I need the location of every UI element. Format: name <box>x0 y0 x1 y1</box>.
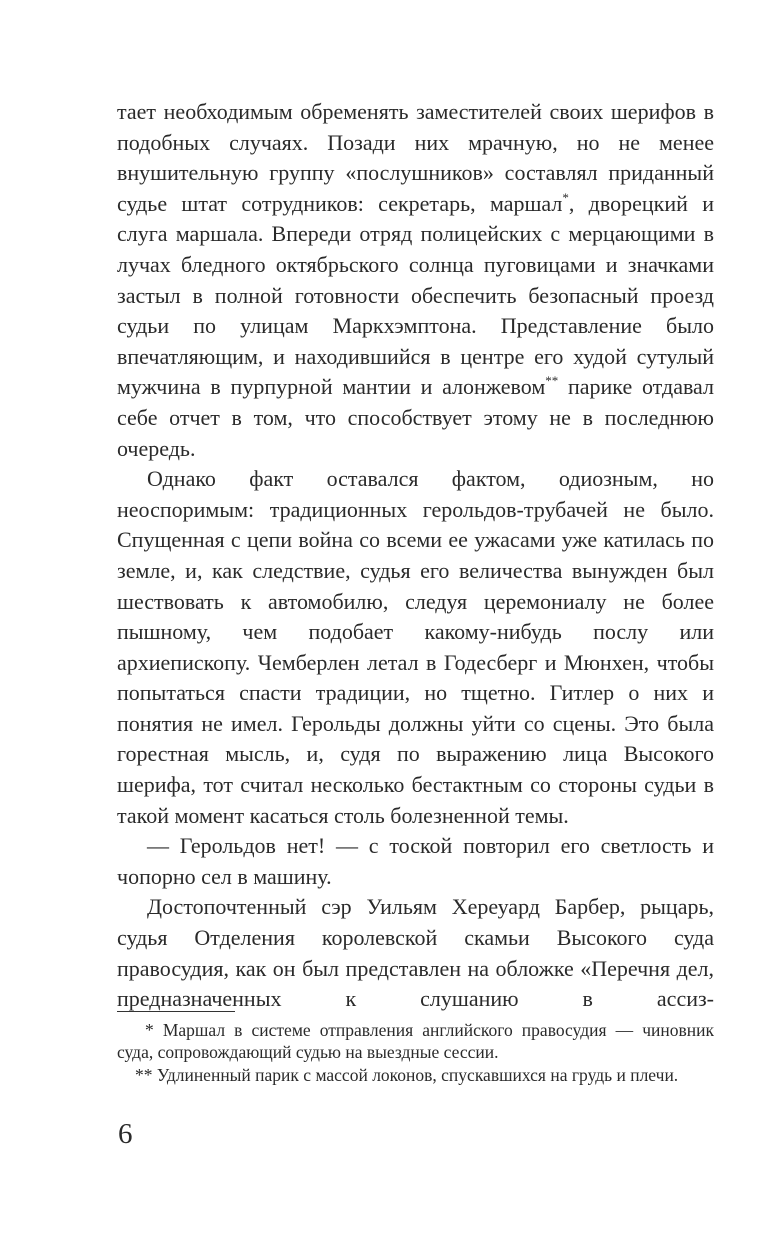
paragraph-3-dialogue: — Герольдов нет! — с тоской повторил его светлость и чопорно сел в машину. <box>117 833 714 889</box>
paragraph-text: тает необходимым обременять заместителей своих шерифов в подобных случаях. Позади них мрачную, но не менее внушительную группу «послушников» составлял приданный судье штат сотрудников: секретарь, маршал <box>117 99 714 216</box>
footnote-text: Маршал в системе отправления английского правосудия — чиновник суда, сопровождающий судью на выездные сессии. <box>117 1020 714 1063</box>
footnote-mark: * <box>145 1020 154 1040</box>
footnote-text: Удлиненный парик с массой локонов, спускавшихся на грудь и плечи. <box>156 1064 679 1085</box>
page-number: 6 <box>118 1118 133 1150</box>
paragraph-1 <box>117 97 714 464</box>
footnote-2 <box>117 1064 714 1086</box>
footnote-1 <box>117 1019 714 1064</box>
paragraph-text: , дворецкий и слуга маршала. Впереди отряд полицейских с мерцающими в лучах бледного октябрьского солнца пуговицами и значками застыл в полной готовности обеспечить безопасный проезд судьи по улицам Маркхэмптона. Представление было впечатляющим, и находившийся в центре его худой сутулый мужчина в пурпурной мантии и алонжевом <box>117 190 714 400</box>
footnote-ref-2[interactable]: ** <box>545 373 559 389</box>
paragraph-4: Достопочтенный сэр Уильям Хереуард Барбер, рыцарь, судья Отделения королевской скамьи Высокого суда правосудия, как он был представлен на обложке «Перечня дел, предназначенных к слушанию в ассиз- <box>117 894 714 1012</box>
footnotes <box>117 1019 714 1086</box>
paragraph-text: парике отдавал себе отчет в том, что способствует этому не в последнюю очередь. <box>117 374 714 461</box>
footnote-divider <box>117 1011 235 1012</box>
page-body <box>117 97 714 1015</box>
footnote-mark: ** <box>135 1064 153 1085</box>
footnote-ref-1[interactable]: * <box>562 189 569 205</box>
paragraph-2: Однако факт оставался фактом, одиозным, но неоспоримым: традиционных герольдов-трубачей не было. Спущенная с цепи война со всеми ее ужасами уже катилась по земле, и, как следствие, судья его величества вынужден был шествовать к автомобилю, следуя церемониалу не более пышному, чем подобает какому-нибудь послу или архиепископу. Чемберлен летал в Годесберг и Мюнхен, чтобы попытаться спасти традиции, но тщетно. Гитлер о них и понятия не имел. Герольды должны уйти со сцены. Это была горестная мысль, и, судя по выражению лица Высокого шерифа, тот считал несколько бестактным со стороны судьи в такой момент касаться столь болезненной темы. <box>117 466 714 828</box>
